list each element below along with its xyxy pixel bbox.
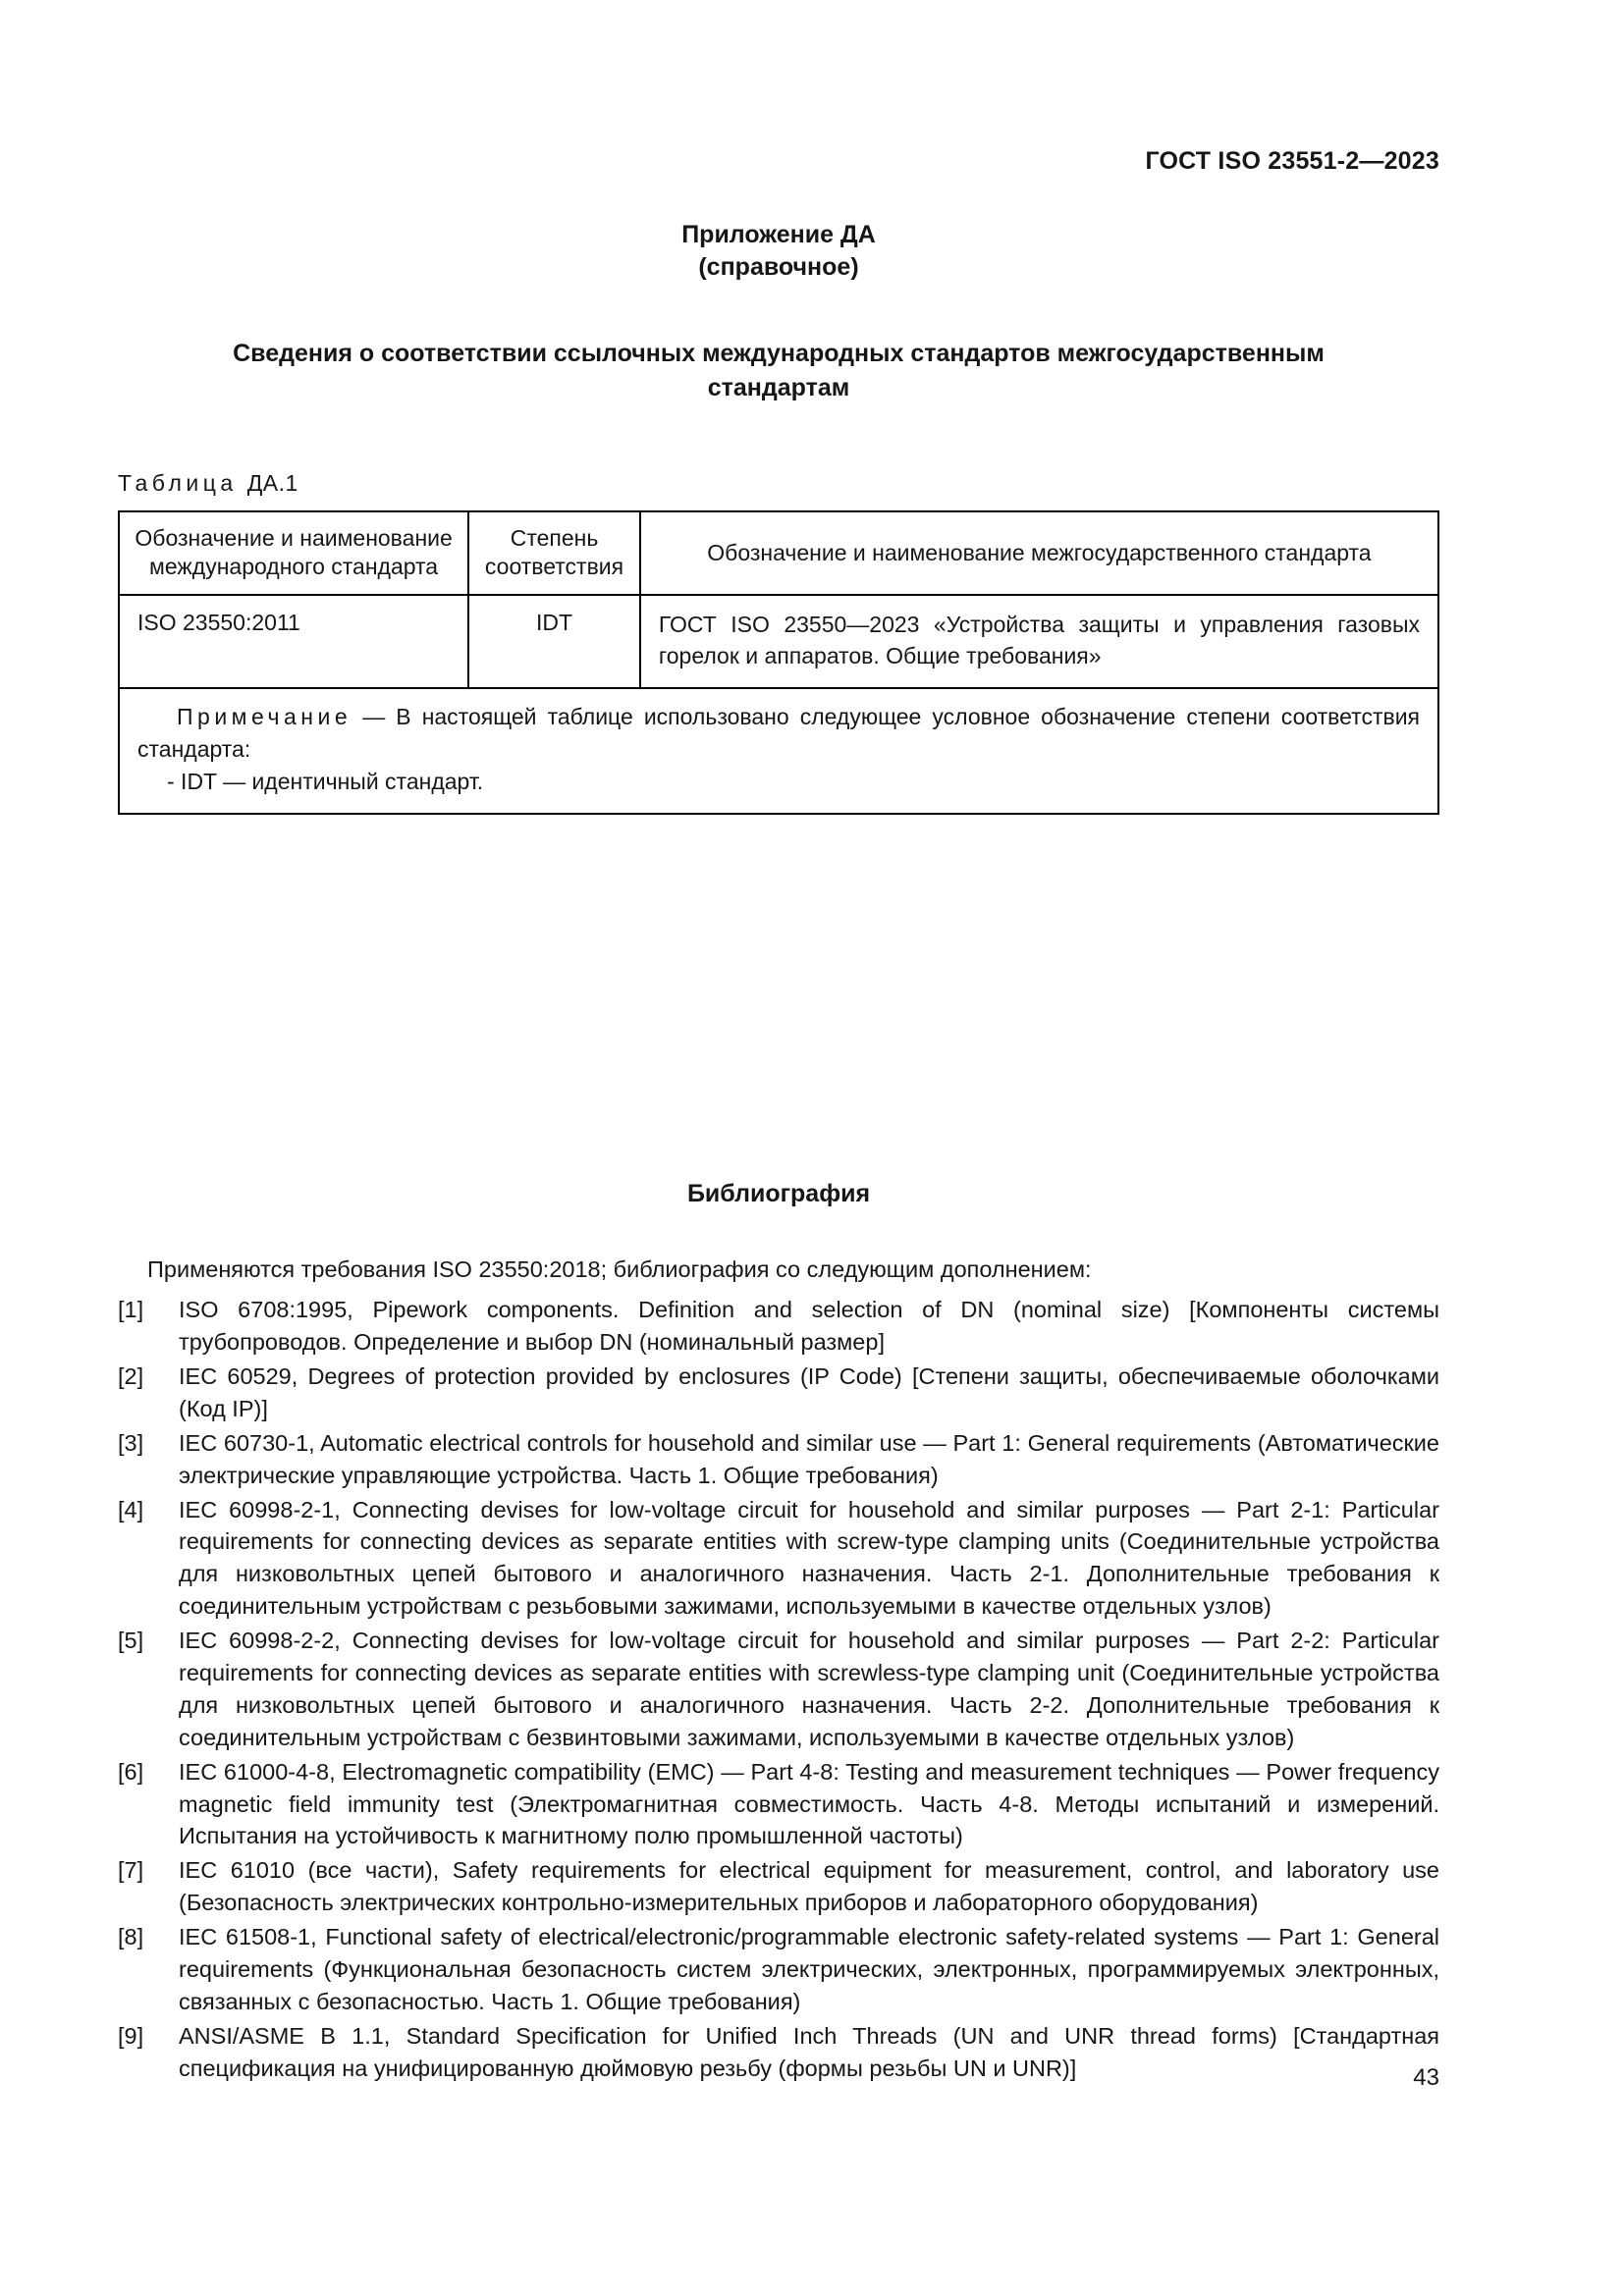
- bibliography-item-9: [118, 2020, 1439, 2085]
- correspondence-table: [118, 510, 1439, 815]
- reference-number: [5]: [118, 1628, 144, 1654]
- reference-text: IEC 61000-4-8, Electromagnetic compatibility (EMC) — Part 4-8: Testing and measurement techniques — Power frequency magnetic field immunity test (Электромагнитная совместимость. Часть 4-8. Методы испытаний и измерений. Испытания на устойчивость к магнитному полю промышленной частоты): [179, 1758, 1439, 1849]
- bibliography-item-3: [118, 1427, 1439, 1492]
- doc-code: ГОСТ ISO 23551-2—2023: [1145, 147, 1439, 175]
- bibliography-item-1: [118, 1294, 1439, 1359]
- annex-type: (справочное): [698, 253, 859, 281]
- reference-number: [8]: [118, 1924, 144, 1950]
- reference-text: IEC 61010 (все части), Safety requirements for electrical equipment for measurement, control, and laboratory use (Безопасность электрических контрольно-измерительных приборов и лабораторного оборудования): [179, 1857, 1439, 1916]
- reference-number: [4]: [118, 1496, 144, 1522]
- reference-number: [1]: [118, 1297, 144, 1323]
- bibliography-intro: Применяются требования ISO 23550:2018; библиография со следующим дополнением:: [147, 1256, 1092, 1283]
- bibliography-title: Библиография: [686, 1180, 871, 1208]
- page-footer: [1413, 2064, 1439, 2092]
- table-caption-word: Таблица: [118, 470, 238, 496]
- reference-text: IEC 60730-1, Automatic electrical controls for household and similar use — Part 1: General requirements (Автоматические электрические управляющие устройства. Часть 1. Общие требования): [179, 1429, 1439, 1488]
- table-caption: [118, 470, 1439, 497]
- bibliography-item-2: [118, 1361, 1439, 1425]
- table-note-cell: [119, 688, 1438, 814]
- note-label: Примечание: [177, 704, 352, 730]
- annex-label: Приложение ДА: [681, 221, 876, 248]
- reference-number: [7]: [118, 1857, 144, 1884]
- reference-text: IEC 60998-2-2, Connecting devises for low-voltage circuit for household and similar purposes — Part 2-2: Particular requirements for connecting devices as separate entities with screwless-type clamping unit (Соединительные устройства для низковольтных цепей бытового и аналогичного назначения. Часть 2-2. Дополнительные требования к соединительным устройствам с безвинтовыми зажимами, используемыми в качестве отдельных узлов): [179, 1628, 1439, 1750]
- reference-text: ISO 6708:1995, Pipework components. Definition and selection of DN (nominal size) [Компоненты системы трубопроводов. Определение и выбор DN (номинальный размер]: [179, 1297, 1439, 1356]
- col-header-interstate-standard: Обозначение и наименование межгосударственного стандарта: [640, 511, 1438, 595]
- table-note: [137, 701, 1420, 765]
- bibliography-item-7: [118, 1854, 1439, 1919]
- annex-title-block: [118, 219, 1439, 284]
- cell-interstate-standard: ГОСТ ISO 23550—2023 «Устройства защиты и управления газовых горелок и аппаратов. Общие требования»: [640, 595, 1438, 688]
- table-caption-number: ДА.1: [246, 470, 298, 496]
- reference-text: ANSI/ASME B 1.1, Standard Specification for Unified Inch Threads (UN and UNR thread forms) [Стандартная спецификация на унифицированную дюймовую резьбу (формы резьбы UN и UNR)]: [179, 2022, 1439, 2081]
- reference-number: [9]: [118, 2022, 144, 2049]
- note-text: — В настоящей таблице использовано следующее условное обозначение степени соответствия стандарта:: [137, 704, 1421, 762]
- table-row: [119, 595, 1438, 688]
- table-header-row: [119, 511, 1438, 595]
- table-note-row: [119, 688, 1438, 814]
- bibliography-item-4: [118, 1494, 1439, 1624]
- reference-text: IEC 60998-2-1, Connecting devises for low-voltage circuit for household and similar purposes — Part 2-1: Particular requirements for connecting devices as separate entities with screw-type clamping units (Соединительные устройства для низковольтных цепей бытового и аналогичного назначения. Часть 2-1. Дополнительные требования к соединительным устройствам с резьбовыми зажимами, используемыми в качестве отдельных узлов): [179, 1496, 1439, 1620]
- page-header: [118, 147, 1439, 176]
- reference-text: IEC 60529, Degrees of protection provided by enclosures (IP Code) [Степени защиты, обеспечиваемые оболочками (Код IP)]: [179, 1362, 1439, 1421]
- reference-number: [3]: [118, 1429, 144, 1456]
- bibliography-list: [118, 1294, 1439, 2084]
- reference-number: [2]: [118, 1362, 144, 1389]
- bibliography-item-5: [118, 1625, 1439, 1754]
- annex-heading: Сведения о соответствии ссылочных международных стандартов межгосударственным стандартам: [233, 340, 1325, 401]
- page-number: 43: [1413, 2064, 1439, 2091]
- note-idt-definition: - IDT — идентичный стандарт.: [167, 768, 484, 794]
- bibliography-item-8: [118, 1921, 1439, 2018]
- col-header-degree: Степень соответствия: [468, 511, 640, 595]
- reference-number: [6]: [118, 1758, 144, 1785]
- bibliography-item-6: [118, 1756, 1439, 1853]
- cell-international-standard: ISO 23550:2011: [119, 595, 468, 688]
- cell-degree: IDT: [468, 595, 640, 688]
- col-header-international-standard: Обозначение и наименование международного стандарта: [119, 511, 468, 595]
- reference-text: IEC 61508-1, Functional safety of electrical/electronic/programmable electronic safety-related systems — Part 1: General requirements (Функциональная безопасность систем электрических, электронных, программируемых электронных, связанных с безопасностью. Часть 1. Общие требования): [179, 1924, 1439, 2014]
